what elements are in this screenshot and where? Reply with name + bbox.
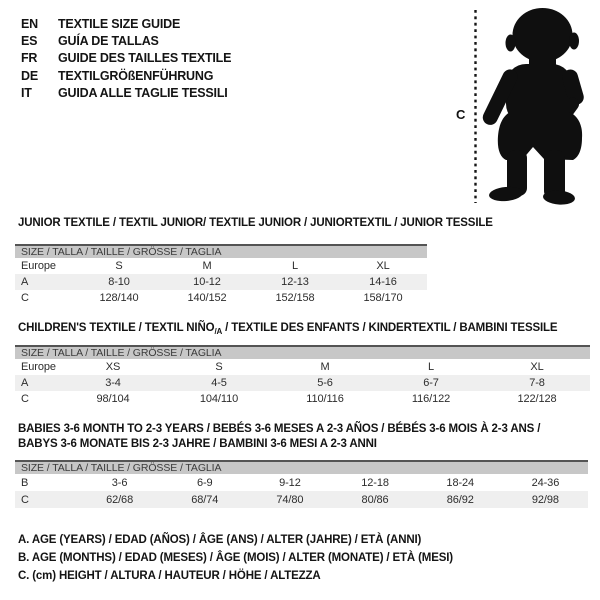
table-header-bar: SIZE / TALLA / TAILLE / GRÖSSE / TAGLIA — [15, 460, 588, 474]
language-code: IT — [21, 86, 32, 101]
language-title-list — [21, 15, 231, 102]
table-row-europe — [15, 359, 590, 375]
baby-silhouette-icon — [480, 8, 585, 206]
language-row-it — [21, 85, 231, 102]
height-cell: 68/74 — [191, 493, 219, 506]
height-cell: 80/86 — [361, 493, 389, 506]
table-row-months — [15, 474, 588, 491]
size-cell: L — [291, 260, 299, 272]
age-cell: 6-7 — [423, 377, 439, 389]
row-label: A — [21, 276, 29, 288]
junior-size-table — [15, 244, 427, 306]
row-label: Europe — [21, 361, 56, 373]
babies-title-line1: BABIES 3-6 MONTH TO 2-3 YEARS / BEBÉS 3-6 MESES A 2-3 AÑOS / BÉBÉS 3-6 MOIS À 2-3 ANS / — [18, 423, 541, 435]
baby-silhouette-figure — [470, 2, 600, 206]
height-cell: 74/80 — [276, 493, 304, 506]
table-row-age — [15, 375, 590, 391]
row-label: C — [21, 393, 29, 405]
language-row-de — [21, 67, 231, 84]
babies-title-line2: BABYS 3-6 MONATE BIS 2-3 JAHRE / BAMBINI 3-6 MESI A 2-3 ANNI — [18, 438, 377, 451]
row-label: A — [21, 377, 29, 389]
months-cell: 6-9 — [196, 476, 213, 489]
table-header-bar: SIZE / TALLA / TAILLE / GRÖSSE / TAGLIA — [15, 345, 590, 359]
language-code: DE — [21, 68, 38, 83]
language-row-fr — [21, 50, 231, 67]
height-cell: 86/92 — [446, 493, 474, 506]
height-cell: 92/98 — [531, 493, 559, 506]
row-label: C — [21, 292, 29, 304]
height-cell: 116/122 — [411, 393, 451, 405]
table-header-bar: SIZE / TALLA / TAILLE / GRÖSSE / TAGLIA — [15, 244, 427, 258]
height-cell: 104/110 — [199, 393, 239, 405]
height-cell: 122/128 — [517, 393, 557, 405]
language-code: EN — [21, 16, 38, 31]
size-cell: M — [202, 260, 212, 272]
language-title: GUIDE DES TAILLES TEXTILE — [58, 51, 232, 66]
legend-line-b: B. AGE (MONTHS) / EDAD (MESES) / ÂGE (MOIS) / ALTER (MONATE) / ETÀ (MESI) — [18, 551, 453, 564]
legend-line-c: C. (cm) HEIGHT / ALTURA / HAUTEUR / HÖHE / ALTEZZA — [18, 569, 321, 582]
months-cell: 18-24 — [446, 476, 475, 489]
months-cell: 12-18 — [361, 476, 389, 489]
size-cell: S — [115, 260, 123, 272]
height-cell: 110/116 — [306, 393, 344, 405]
age-cell: 3-4 — [105, 377, 121, 389]
row-label: B — [21, 476, 29, 489]
months-cell: 24-36 — [531, 476, 560, 489]
language-title: TEXTILE SIZE GUIDE — [58, 16, 181, 31]
language-code: FR — [21, 51, 38, 66]
months-cell: 9-12 — [279, 476, 301, 489]
language-code: ES — [21, 34, 38, 49]
size-cell: M — [320, 361, 330, 373]
language-row-es — [21, 32, 231, 49]
age-cell: 7-8 — [529, 377, 545, 389]
table-row-height — [15, 391, 590, 407]
children-table-title — [18, 321, 557, 336]
size-cell: XL — [530, 361, 544, 373]
age-cell: 12-13 — [281, 276, 309, 288]
table-row-europe — [15, 258, 427, 274]
size-cell: XS — [105, 361, 121, 373]
height-cell: 152/158 — [275, 292, 315, 304]
size-cell: L — [427, 361, 435, 373]
babies-size-table — [15, 460, 588, 508]
months-cell: 3-6 — [111, 476, 128, 489]
measure-legend — [18, 532, 453, 585]
language-row-en — [21, 15, 231, 32]
height-cell: 62/68 — [106, 493, 134, 506]
junior-table-title: JUNIOR TEXTILE / TEXTIL JUNIOR/ TEXTILE JUNIOR / JUNIORTEXTIL / JUNIOR TESSILE — [18, 217, 493, 229]
height-cell: 158/170 — [363, 292, 403, 304]
height-measure-label: C — [456, 107, 466, 122]
row-label: Europe — [21, 260, 56, 272]
children-size-table — [15, 345, 590, 407]
language-title: GUIDA ALLE TAGLIE TESSILI — [58, 86, 228, 101]
table-row-age — [15, 274, 427, 290]
age-cell: 4-5 — [211, 377, 227, 389]
age-cell: 14-16 — [369, 276, 397, 288]
age-cell: 5-6 — [317, 377, 333, 389]
legend-line-a: A. AGE (YEARS) / EDAD (AÑOS) / ÂGE (ANS) / ALTER (JAHRE) / ETÀ (ANNI) — [18, 534, 422, 546]
language-title: GUÍA DE TALLAS — [58, 34, 159, 49]
age-cell: 8-10 — [108, 276, 130, 288]
language-title: TEXTILGRÖßENFÜHRUNG — [58, 68, 214, 83]
row-label: C — [21, 493, 29, 506]
age-cell: 10-12 — [193, 276, 221, 288]
table-row-height — [15, 290, 427, 306]
children-title-suffix: / TEXTILE DES ENFANTS / KINDERTEXTIL / BAMBINI TESSILE — [222, 322, 558, 334]
size-cell: S — [215, 361, 223, 373]
height-cell: 128/140 — [99, 292, 139, 304]
size-cell: XL — [376, 260, 390, 272]
table-row-height — [15, 491, 588, 508]
height-cell: 98/104 — [96, 393, 130, 405]
children-title-subscript: /A — [214, 326, 223, 336]
height-cell: 140/152 — [187, 292, 227, 304]
babies-table-title — [18, 422, 540, 452]
children-title-prefix: CHILDREN'S TEXTILE / TEXTIL NIÑO — [18, 322, 215, 334]
